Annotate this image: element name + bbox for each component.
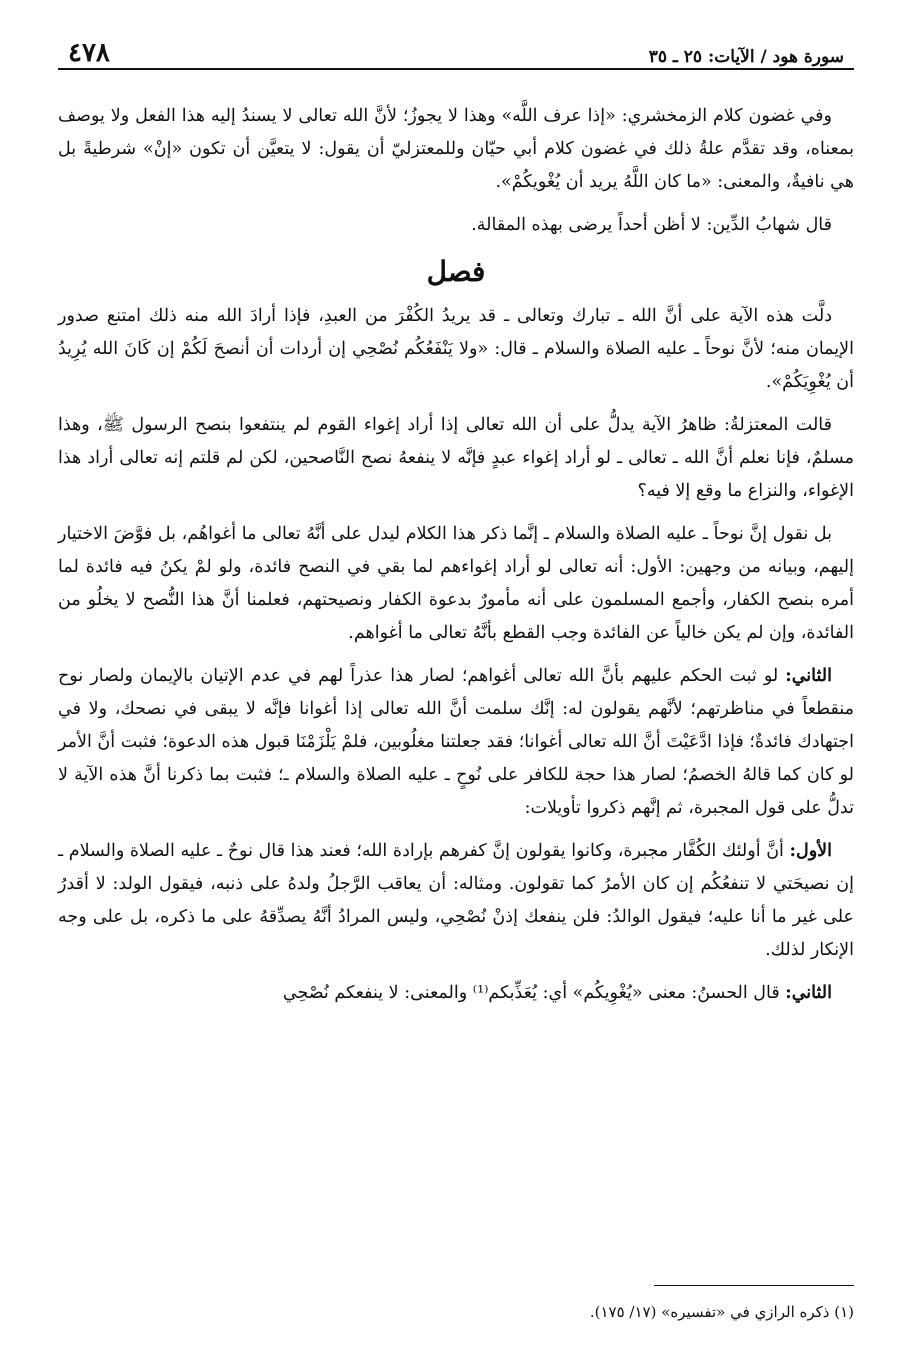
paragraph-text: قالت المعتزلةُ: ظاهرُ الآية يدلُّ على أن الله تعالى إذا أراد إغواء القوم لم ينتفعوا بنصح الرسول ﷺ، وهذا مسلمٌ، فإنا نعلم أنَّ الله ـ تعالى ـ لو أراد إغواء عبدٍ فإنَّه لا ينفعهُ نصح النَّاصحين، لكن لم قلتم إنه تعالى أراد هذا الإغواء، والنزاع ما وقع إلا فيه؟ bbox=[58, 415, 854, 501]
header-title: سورة هود / الآيات: ٢٥ ـ ٣٥ bbox=[648, 47, 844, 67]
paragraph bbox=[58, 518, 854, 650]
paragraph-text: بل نقول إنَّ نوحاً ـ عليه الصلاة والسلام ـ إنَّما ذكر هذا الكلام ليدل على أنَّهُ تعالى ما أغواهُم، بل فوَّضَ الاختيار إليهم، وبيانه من وجهين: الأول: أنه تعالى لو أراد إغواءهم لما بقي في النصح فائدة، ولو لمْ يكنُ فيه فائدة لما أمره بنصح الكفار، وأجمع المسلمون على أنه مأمورٌ بدعوة الكفار ونصيحتهم، فعلمنا أنَّ هذا النُّصح لا يخلُو من الفائدة، وإن لم يكن خالياً عن الفائدة وجب القطع بأنَّهُ تعالى ما أغواهم. bbox=[58, 524, 854, 643]
paragraph bbox=[58, 835, 854, 967]
page bbox=[58, 30, 854, 1321]
footnote-rule bbox=[654, 1285, 854, 1286]
paragraph-text: أنَّ أولئك الكُفَّار مجبرة، وكانوا يقولون إنَّ كفرهم بإرادة الله؛ فعند هذا قال نوحٌ ـ عليه الصلاة والسلام ـ إن نصيحَتي لا تنفعُكُم إن كان الأمرُ كما تقولون. ومثاله: أن يعاقب الرَّجلُ ولدهُ على ذنبه، فيقول الولد: لا أقدرُ على غير ما أنا عليه؛ فيقول الوالدُ: فلن ينفعك إذنْ نُصْحِي، وليس المرادُ أنَّهُ يصدِّقهُ على ما ذكره، بل على وجه الإنكار لذلك. bbox=[58, 841, 854, 960]
section-heading: فصل bbox=[426, 255, 486, 288]
paragraph bbox=[58, 660, 854, 825]
footnote: (١) ذكره الرازي في «تفسيره» (١٧/ ١٧٥). bbox=[589, 1303, 854, 1321]
paragraph-text: دلَّت هذه الآية على أنَّ الله ـ تبارك وتعالى ـ قد يريدُ الكُفْرَ من العبدِ، فإذا أرادَ الله منه ذلك امتنع صدور الإيمان منه؛ لأنَّ نوحاً ـ عليه الصلاة والسلام ـ قال: «ولا يَنْفَعُكُم نُصْحِي إن أردات أن أنصحَ لَكُمْ إن كَانَ الله يُرِيدُ أن يُغْوِيَكُمْ». bbox=[58, 306, 854, 392]
paragraph bbox=[58, 977, 854, 1010]
paragraph-text: وفي غضون كلام الزمخشري: «إذا عرف اللَّه» وهذا لا يجوزُ؛ لأنَّ الله تعالى لا يسندُ إليه هذا الفعل ولا يوصف بمعناه، وقد تقدَّم علةُ ذلك في غضون كلام أبي حيّان وللمعتزليّ أن يقول: لا يتعيَّن أن تكون «إنْ» شرطيةً بل هي نافيةٌ، والمعنى: «ما كان اللَّهُ يريد أن يُغْويكُمْ». bbox=[58, 106, 854, 192]
paragraph-text: قال شهابُ الدِّين: لا أظن أحداً يرضى بهذه المقالة. bbox=[471, 215, 832, 235]
paragraph-lead: الثاني: bbox=[785, 983, 832, 1003]
running-header bbox=[58, 30, 854, 70]
paragraph-lead: الثاني: bbox=[785, 666, 832, 686]
paragraph bbox=[58, 300, 854, 399]
paragraph bbox=[58, 209, 854, 242]
paragraph-text: قال الحسنُ: معنى «يُغْوِيكُم» أي: يُعَذِّبكم⁽¹⁾ والمعنى: لا ينفعكم نُصْحِي bbox=[282, 983, 786, 1003]
paragraph-text: لو ثبت الحكم عليهم بأنَّ الله تعالى أغواهم؛ لصار هذا عذراً لهم في عدم الإتيان بالإيمان ولصار نوح منقطعاً في مناظرتهم؛ لأنَّهم يقولون له: إنَّك سلمت أنَّ الله تعالى إذا أغوانا فإنَّه لا يبقى في نصحك، ولا في اجتهادك فائدةٌ؛ فإذا ادَّعَيْتَ أنَّ الله تعالى أغوانا؛ فقد جعلتنا مغلُوبين، فلمْ يَلْزَمْنَا قبول هذه الدعوة؛ فثبت أنَّ الأمر لو كان كما قالهُ الخصمُ؛ لصار هذا حجة للكافر على نُوحٍ ـ عليه الصلاة والسلام ـ؛ فثبت بما ذكرنا أنَّ هذه الآية لا تدلُّ على قول المجبرة، ثم إنَّهم ذكروا تأويلات: bbox=[58, 666, 854, 818]
page-number: ٤٧٨ bbox=[68, 38, 110, 68]
paragraph bbox=[58, 100, 854, 199]
page-body bbox=[58, 100, 854, 1010]
paragraph-lead: الأول: bbox=[789, 841, 832, 861]
paragraph bbox=[58, 409, 854, 508]
